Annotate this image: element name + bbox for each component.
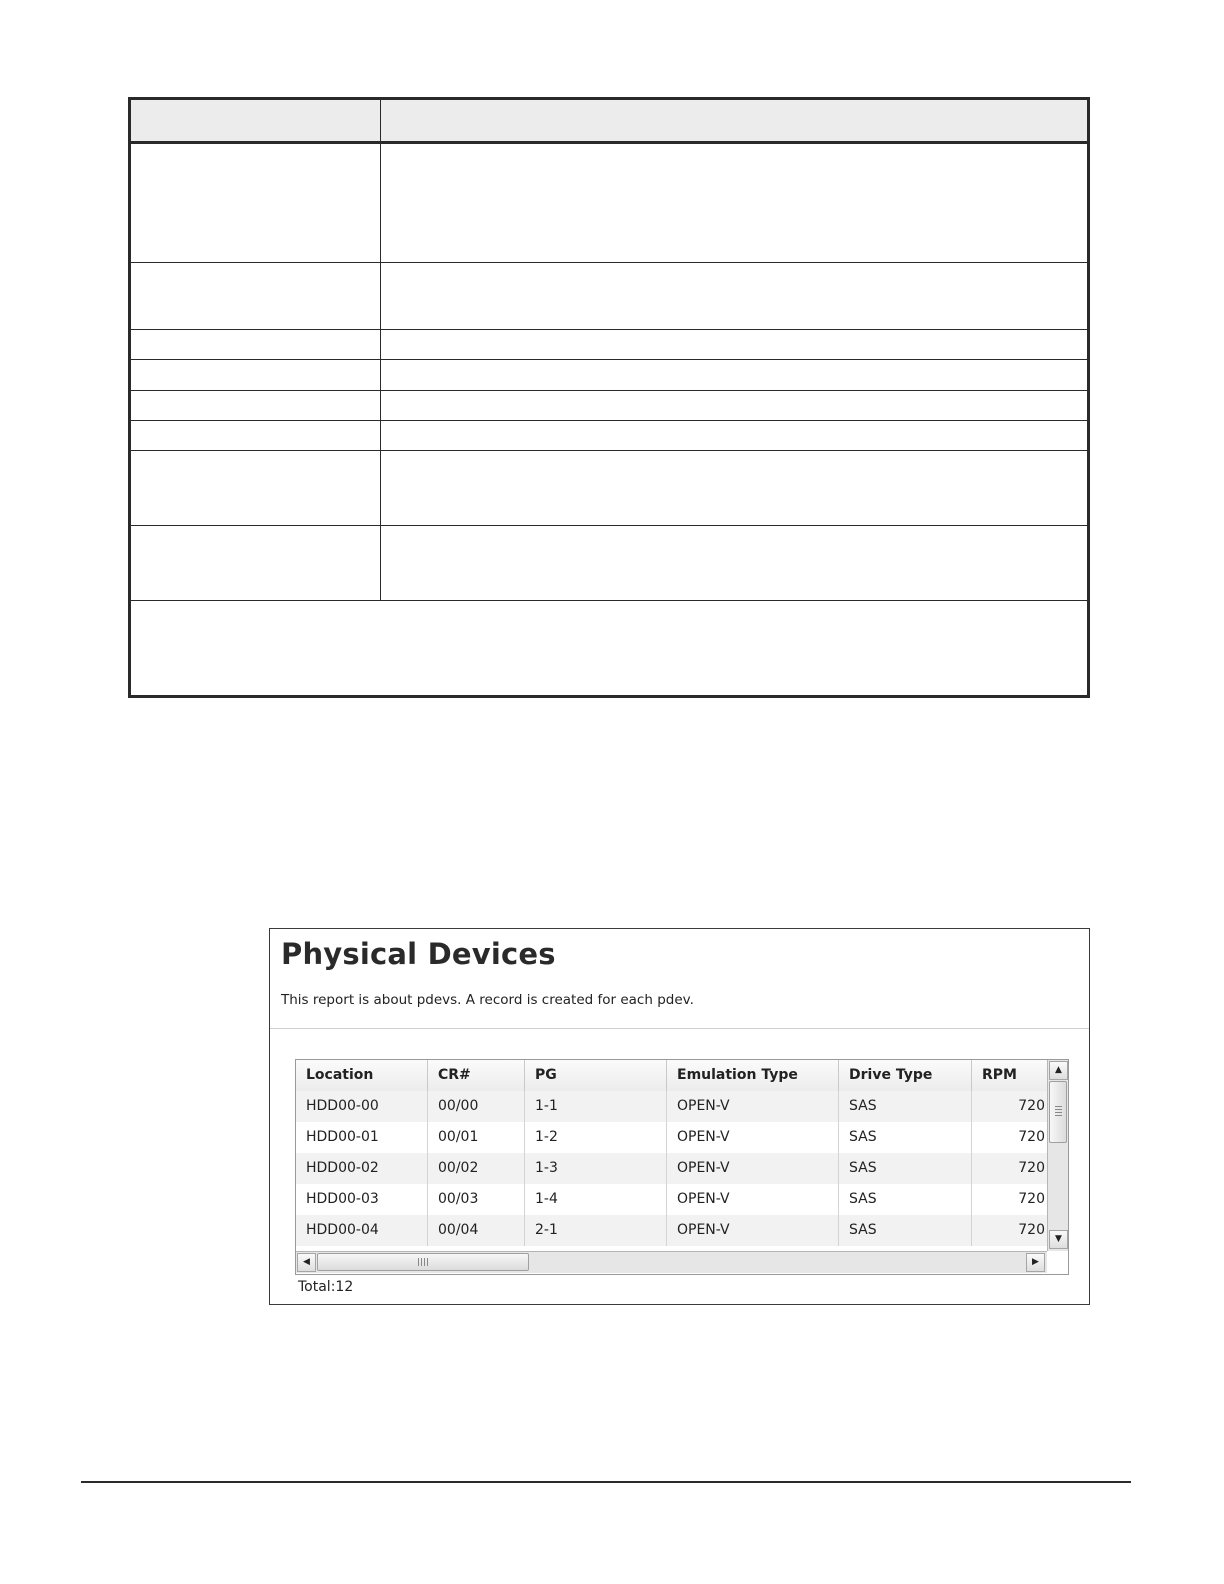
- grip-icon: [418, 1258, 430, 1266]
- table-row[interactable]: [296, 1122, 1047, 1153]
- vertical-scrollbar[interactable]: [1047, 1060, 1069, 1251]
- cell-drive-type: SAS: [839, 1184, 972, 1215]
- pdev-table: [295, 1059, 1069, 1275]
- cell-pg: 1-1: [525, 1091, 667, 1122]
- cell-location: HDD00-00: [296, 1091, 428, 1122]
- column-header-emulation-type[interactable]: Emulation Type: [667, 1060, 839, 1091]
- cell-drive-type: SAS: [839, 1122, 972, 1153]
- cell-rpm: 720: [1018, 1098, 1045, 1114]
- cell-cr: 00/02: [428, 1153, 525, 1184]
- cell-pg: 1-4: [525, 1184, 667, 1215]
- cell-rpm: 720: [1018, 1222, 1045, 1238]
- cell-pg: 1-3: [525, 1153, 667, 1184]
- column-header-drive-type[interactable]: Drive Type: [839, 1060, 972, 1091]
- scroll-left-icon[interactable]: ◀: [297, 1253, 316, 1272]
- horizontal-scrollbar[interactable]: [296, 1251, 1047, 1273]
- column-header-rpm[interactable]: RPM: [982, 1067, 1017, 1083]
- spec-table-row-divider: [131, 262, 1087, 263]
- column-header-location[interactable]: Location: [296, 1060, 428, 1091]
- cell-rpm: 720: [1018, 1191, 1045, 1207]
- table-row[interactable]: [296, 1215, 1047, 1246]
- cell-location: HDD00-02: [296, 1153, 428, 1184]
- cell-pg: 1-2: [525, 1122, 667, 1153]
- cell-location: HDD00-03: [296, 1184, 428, 1215]
- footer-rule: [81, 1481, 1131, 1483]
- spec-table-row-divider: [131, 420, 1087, 421]
- cell-emulation-type: OPEN-V: [667, 1091, 839, 1122]
- scroll-right-icon[interactable]: ▶: [1026, 1253, 1045, 1272]
- total-count: Total:12: [298, 1279, 354, 1295]
- table-row[interactable]: [296, 1153, 1047, 1184]
- cell-location: HDD00-04: [296, 1215, 428, 1246]
- column-header-pg[interactable]: PG: [525, 1060, 667, 1091]
- spec-table-row-divider: [131, 600, 1087, 601]
- table-header-row: [296, 1060, 1047, 1092]
- panel-description: This report is about pdevs. A record is created for each pdev.: [281, 992, 694, 1008]
- spec-table-row-divider: [131, 525, 1087, 526]
- spec-table-row-divider: [131, 390, 1087, 391]
- vertical-scroll-thumb[interactable]: [1049, 1081, 1067, 1143]
- scroll-down-icon[interactable]: ▼: [1049, 1230, 1068, 1249]
- cell-cr: 00/03: [428, 1184, 525, 1215]
- panel-divider: [270, 1028, 1089, 1029]
- spec-table-row-divider: [131, 359, 1087, 360]
- table-row[interactable]: [296, 1184, 1047, 1215]
- scroll-up-icon[interactable]: ▲: [1049, 1061, 1068, 1080]
- cell-rpm: 720: [1018, 1129, 1045, 1145]
- cell-location: HDD00-01: [296, 1122, 428, 1153]
- cell-emulation-type: OPEN-V: [667, 1184, 839, 1215]
- cell-emulation-type: OPEN-V: [667, 1215, 839, 1246]
- horizontal-scroll-thumb[interactable]: [317, 1253, 529, 1271]
- scrollbar-corner: [1047, 1251, 1068, 1272]
- column-header-cr[interactable]: CR#: [428, 1060, 525, 1091]
- cell-cr: 00/01: [428, 1122, 525, 1153]
- cell-emulation-type: OPEN-V: [667, 1122, 839, 1153]
- cell-cr: 00/00: [428, 1091, 525, 1122]
- cell-drive-type: SAS: [839, 1215, 972, 1246]
- spec-table-row-divider: [131, 450, 1087, 451]
- cell-drive-type: SAS: [839, 1153, 972, 1184]
- panel-title: Physical Devices: [281, 937, 556, 971]
- cell-rpm: 720: [1018, 1160, 1045, 1176]
- spec-table: [128, 97, 1090, 698]
- spec-table-header: [131, 100, 1087, 144]
- cell-cr: 00/04: [428, 1215, 525, 1246]
- grip-icon: [1055, 1106, 1062, 1118]
- physical-devices-panel: [269, 928, 1090, 1305]
- cell-pg: 2-1: [525, 1215, 667, 1246]
- spec-table-row-divider: [131, 329, 1087, 330]
- table-row[interactable]: [296, 1091, 1047, 1122]
- cell-drive-type: SAS: [839, 1091, 972, 1122]
- cell-emulation-type: OPEN-V: [667, 1153, 839, 1184]
